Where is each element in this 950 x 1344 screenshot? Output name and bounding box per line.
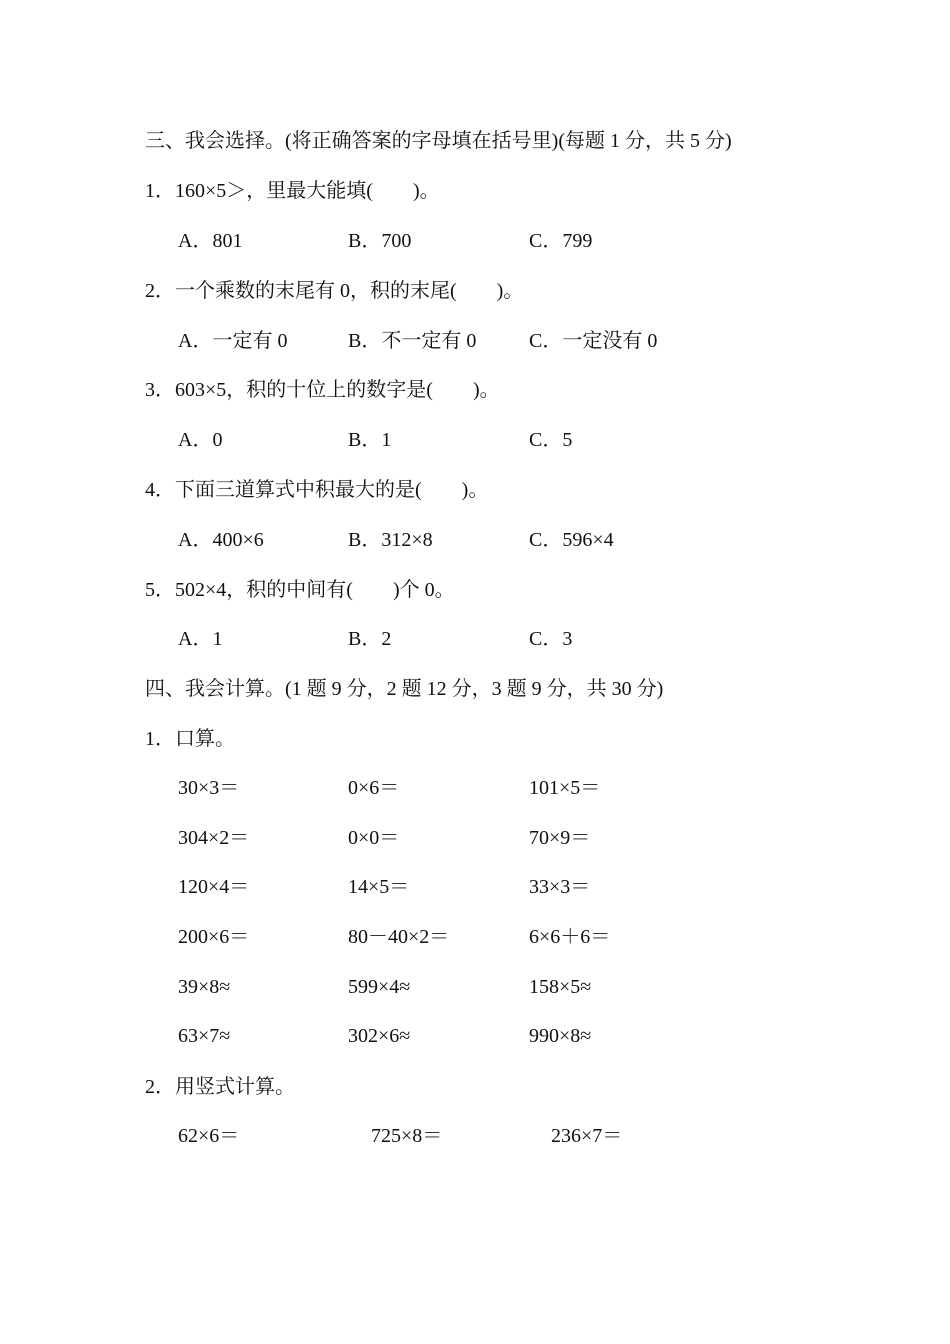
q2-stem: 2．一个乘数的末尾有 0，积的末尾( )。 [145,280,524,302]
calc-item: 0×0＝ [348,827,400,849]
q1-option-b: B．700 [348,230,412,252]
q4-option-b: B．312×8 [348,529,433,551]
q1-option-a: A．801 [178,230,243,252]
calc-item: 39×8≈ [178,976,231,998]
q5-stem: 5．502×4，积的中间有( )个 0。 [145,579,455,601]
calc-item: 158×5≈ [529,976,592,998]
calc-item: 6×6＋6＝ [529,926,611,948]
q1-stem: 1．160×5＞，里最大能填( )。 [145,180,440,202]
part1-title: 1．口算。 [145,728,235,750]
calc-item: 101×5＝ [529,777,601,799]
calc-item: 63×7≈ [178,1025,231,1047]
q2-option-b: B．不一定有 0 [348,330,477,352]
q5-option-b: B．2 [348,628,392,650]
calc-item: 120×4＝ [178,876,250,898]
q5-option-c: C．3 [529,628,573,650]
q1-option-c: C．799 [529,230,593,252]
section4-heading: 四、我会计算。(1 题 9 分，2 题 12 分，3 题 9 分，共 30 分) [145,678,664,700]
section3-heading: 三、我会选择。(将正确答案的字母填在括号里)(每题 1 分，共 5 分) [145,130,732,152]
q2-option-c: C．一定没有 0 [529,330,658,352]
q3-option-c: C．5 [529,429,573,451]
q2-option-a: A．一定有 0 [178,330,288,352]
calc-item: 302×6≈ [348,1025,411,1047]
q3-option-a: A．0 [178,429,223,451]
calc-item: 0×6＝ [348,777,400,799]
q3-stem: 3．603×5，积的十位上的数字是( )。 [145,379,500,401]
part2-title: 2．用竖式计算。 [145,1076,295,1098]
calc-item: 304×2＝ [178,827,250,849]
q3-option-b: B．1 [348,429,392,451]
calc-item: 200×6＝ [178,926,250,948]
calc-item: 80－40×2＝ [348,926,450,948]
calc-item: 14×5＝ [348,876,410,898]
calc-item: 33×3＝ [529,876,591,898]
vertical-calc-item: 62×6＝ [178,1125,240,1147]
vertical-calc-item: 236×7＝ [551,1125,623,1147]
vertical-calc-item: 725×8＝ [371,1125,443,1147]
calc-item: 990×8≈ [529,1025,592,1047]
q5-option-a: A．1 [178,628,223,650]
q4-stem: 4．下面三道算式中积最大的是( )。 [145,479,489,501]
q4-option-c: C．596×4 [529,529,614,551]
calc-item: 30×3＝ [178,777,240,799]
calc-item: 599×4≈ [348,976,411,998]
q4-option-a: A．400×6 [178,529,264,551]
calc-item: 70×9＝ [529,827,591,849]
